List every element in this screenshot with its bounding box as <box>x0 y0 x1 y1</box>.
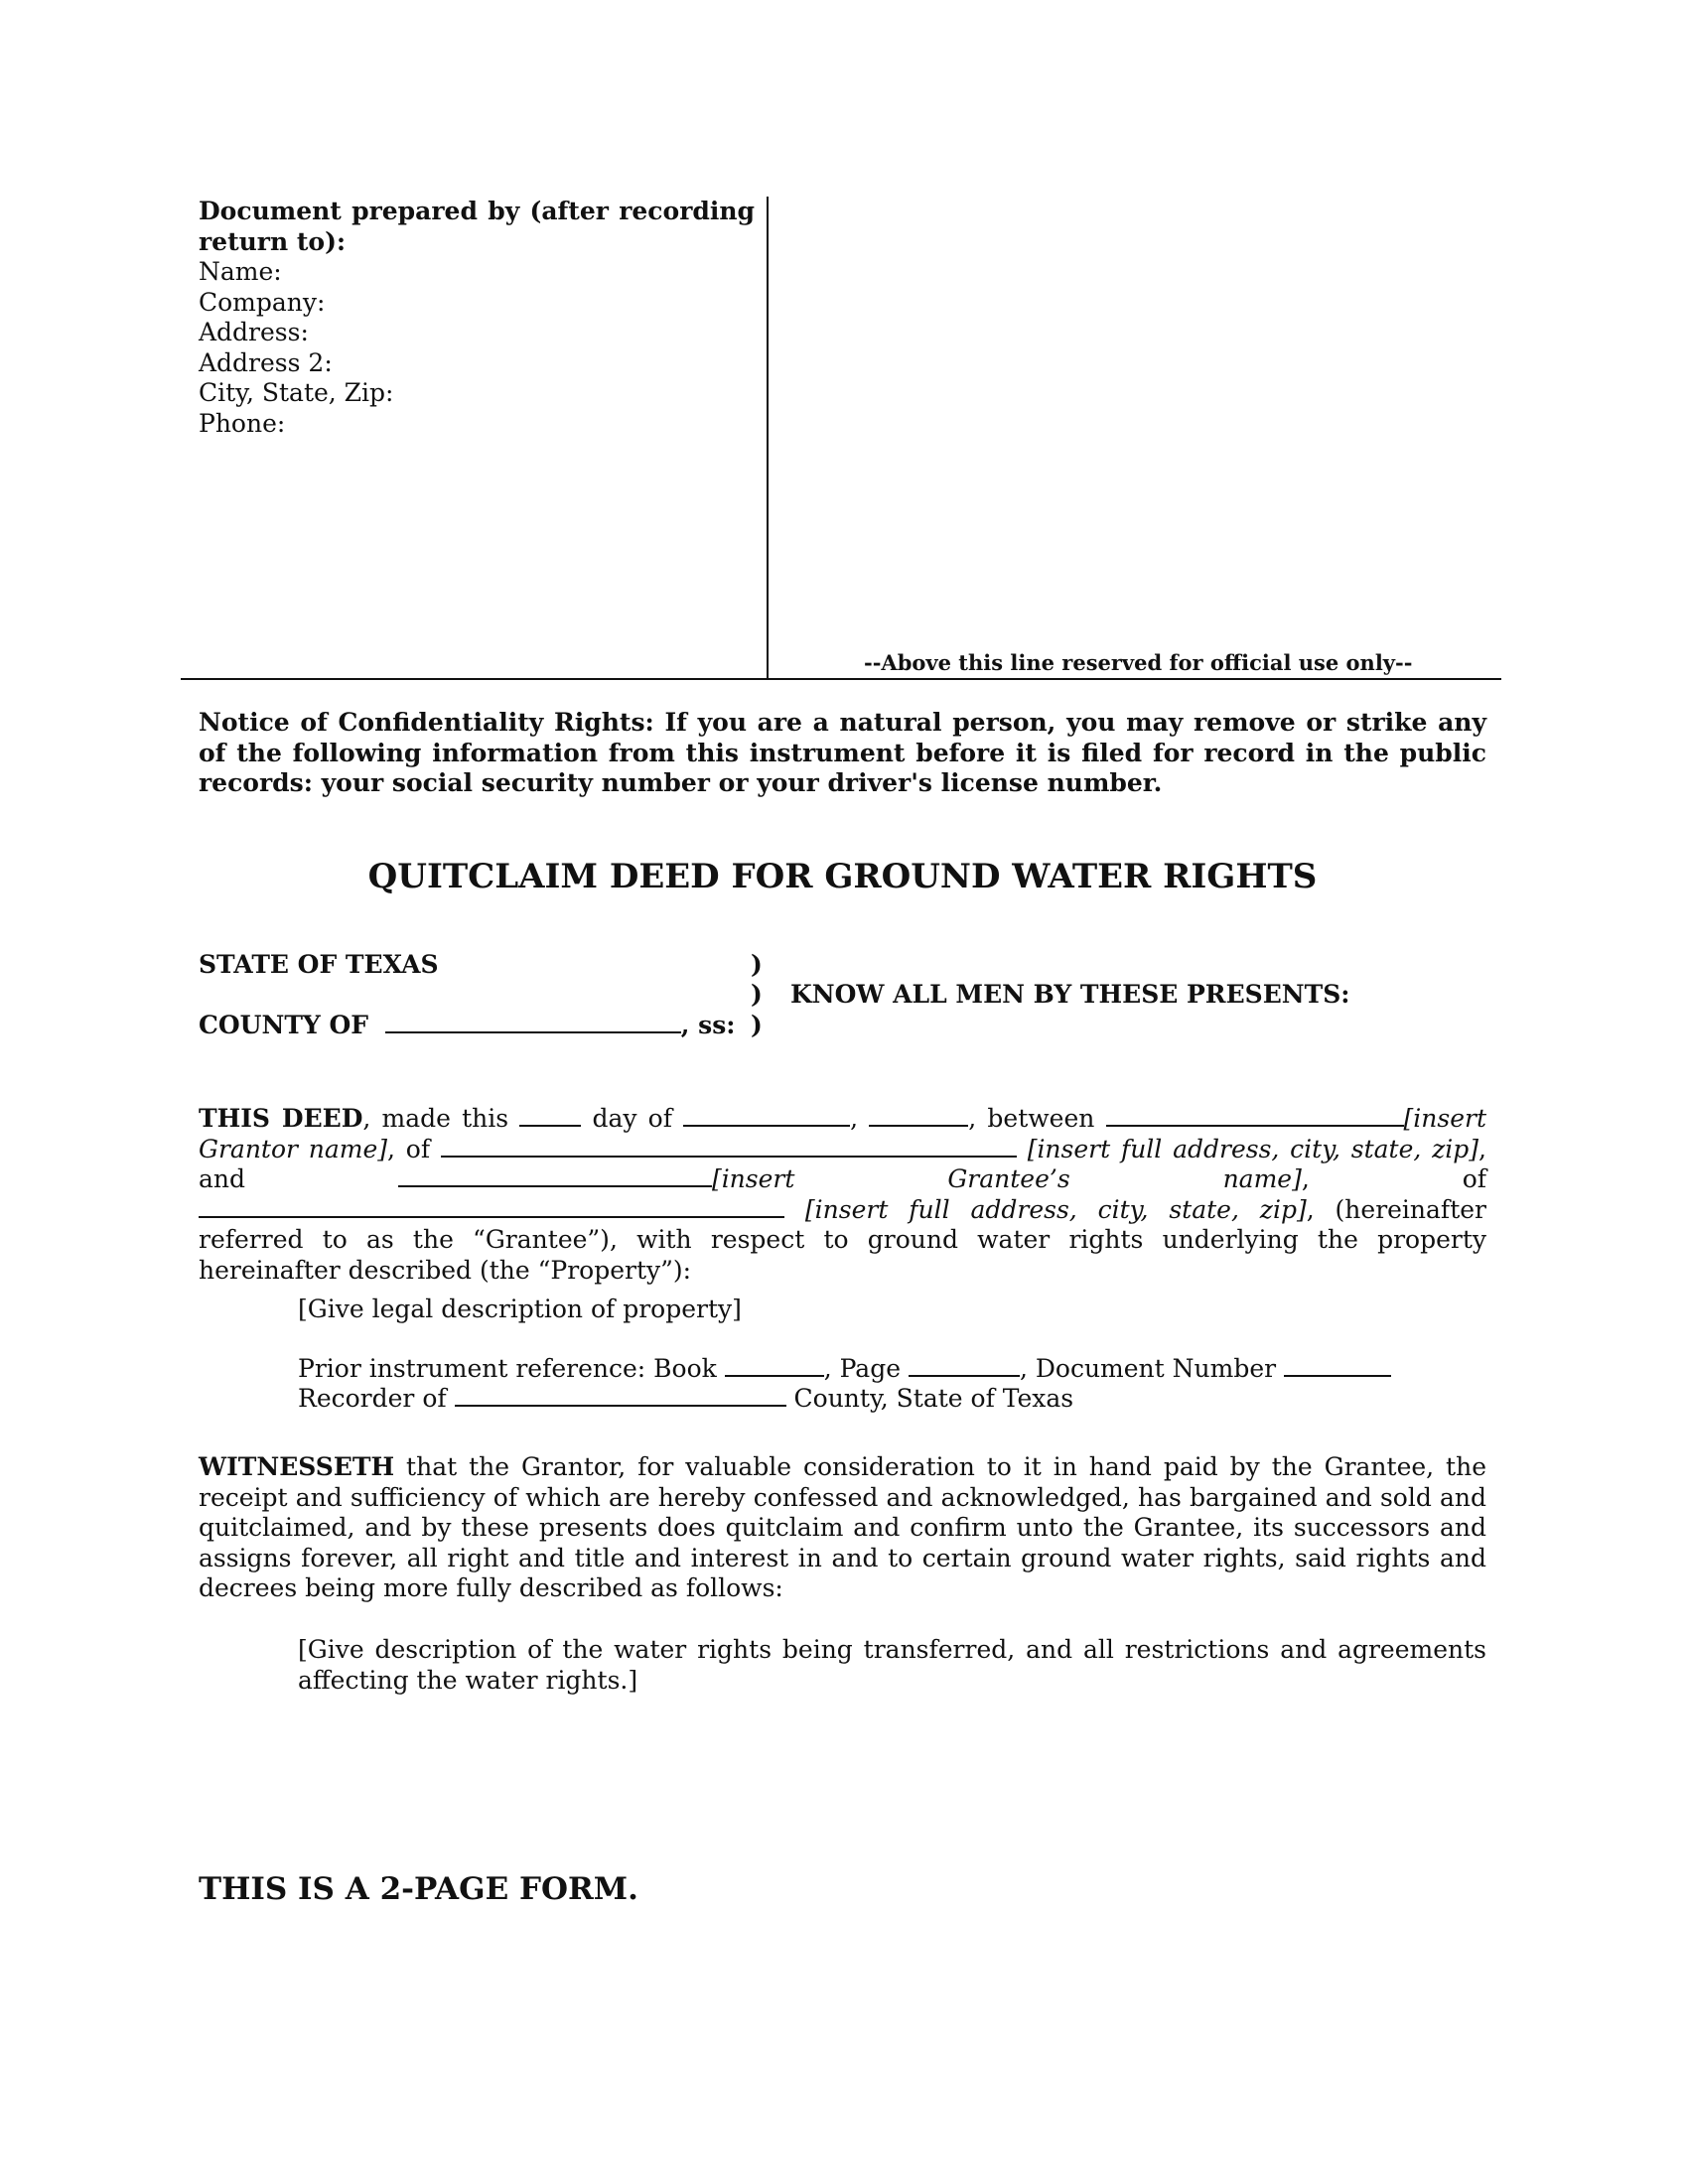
confidentiality-notice: Notice of Confidentiality Rights: If you are a natural person, you may remove or strike any of the following information from this instrument before it is filed for record in the public records: your social security number or your driver's license number. <box>199 708 1486 797</box>
legal-description-placeholder: [Give legal description of property] <box>298 1295 742 1323</box>
field-name-label: Name: <box>199 257 282 286</box>
page-blank <box>909 1355 1020 1377</box>
paren-2: ) <box>751 980 763 1009</box>
prior-ref-docnum-label: , Document Number <box>1019 1354 1277 1383</box>
grantor-hint: [insert Grantor name] <box>199 1104 1487 1163</box>
prior-ref-book-label: Prior instrument reference: Book <box>298 1354 717 1383</box>
day-blank <box>519 1105 581 1127</box>
witnesseth-lead: WITNESSETH <box>199 1452 395 1481</box>
caption-county-label: COUNTY OF <box>199 1011 369 1039</box>
field-phone-label: Phone: <box>199 408 286 438</box>
grantee-address-blank <box>199 1196 784 1218</box>
grantor-address-hint: [insert full address, city, state, zip] <box>1027 1134 1479 1163</box>
document-number-blank <box>1284 1355 1391 1377</box>
prepared-by-header: Document prepared by (after recording return to): <box>199 197 755 256</box>
caption-ss: , ss: <box>680 1011 736 1039</box>
deed-text-3: , <box>850 1104 859 1133</box>
caption-county <box>199 1011 736 1039</box>
witnesseth-paragraph <box>199 1452 1486 1604</box>
deed-text-5: , of <box>387 1134 431 1163</box>
reserved-line-label: --Above this line reserved for official use only-- <box>864 650 1413 675</box>
month-blank <box>683 1105 850 1127</box>
deed-text-4: , between <box>968 1104 1095 1133</box>
prior-instrument-line <box>298 1354 1391 1385</box>
field-address2-label: Address 2: <box>199 347 333 377</box>
deed-paragraph <box>199 1104 1486 1286</box>
document-title: QUITCLAIM DEED FOR GROUND WATER RIGHTS <box>367 857 1318 896</box>
grantor-address-blank <box>441 1136 1017 1158</box>
paren-1: ) <box>751 950 763 979</box>
grantee-blank <box>398 1165 712 1187</box>
witnesseth-body: that the Grantor, for valuable consideration to it in hand paid by the Grantee, the receipt and sufficiency of which are hereby confessed and acknowledged, has bargained and sold and quitclaimed, and by these presents does quitclaim and confirm unto the Grantee, its successors and assigns forever, all right and title and interest in and to certain ground water rights, said rights and decrees being more fully described as follows: <box>199 1452 1486 1602</box>
field-company-label: Company: <box>199 287 326 317</box>
deed-text-8: , (hereinafter referred to as the “Grantee”), with respect to ground water rights underlying the property hereinafter described (the “Property”): <box>199 1194 1486 1285</box>
caption-state: STATE OF TEXAS <box>199 950 439 979</box>
field-address-label: Address: <box>199 318 309 346</box>
know-all-men: KNOW ALL MEN BY THESE PRESENTS: <box>790 980 1350 1009</box>
deed-text-7: , of <box>1301 1164 1487 1193</box>
prepared-by-block <box>199 197 755 439</box>
vertical-divider <box>767 197 769 679</box>
grantor-blank <box>1106 1105 1404 1127</box>
deed-text-2: day of <box>592 1104 672 1133</box>
grantee-address-hint: [insert full address, city, state, zip] <box>804 1194 1307 1224</box>
recorder-county-blank <box>455 1385 786 1407</box>
water-rights-placeholder: [Give description of the water rights being transferred, and all restrictions and agreements affecting the water rights.] <box>298 1635 1486 1695</box>
deed-text-6: , and <box>199 1134 1486 1193</box>
grantee-hint: [insert Grantee’s name] <box>711 1164 1302 1193</box>
deed-text-1: , made this <box>362 1104 509 1133</box>
year-blank <box>869 1105 968 1127</box>
prior-ref-page-label: , Page <box>823 1354 902 1383</box>
recorder-label: Recorder of <box>298 1384 447 1413</box>
recorder-county-state: County, State of Texas <box>793 1384 1074 1413</box>
recorder-line <box>298 1384 1073 1415</box>
field-city-state-zip-label: City, State, Zip: <box>199 378 394 407</box>
horizontal-divider <box>181 678 1501 680</box>
two-page-form-note: THIS IS A 2-PAGE FORM. <box>199 1871 638 1907</box>
paren-3: ) <box>751 1011 763 1039</box>
deed-lead: THIS DEED <box>199 1104 363 1133</box>
county-blank <box>385 1012 681 1033</box>
book-blank <box>725 1355 824 1377</box>
